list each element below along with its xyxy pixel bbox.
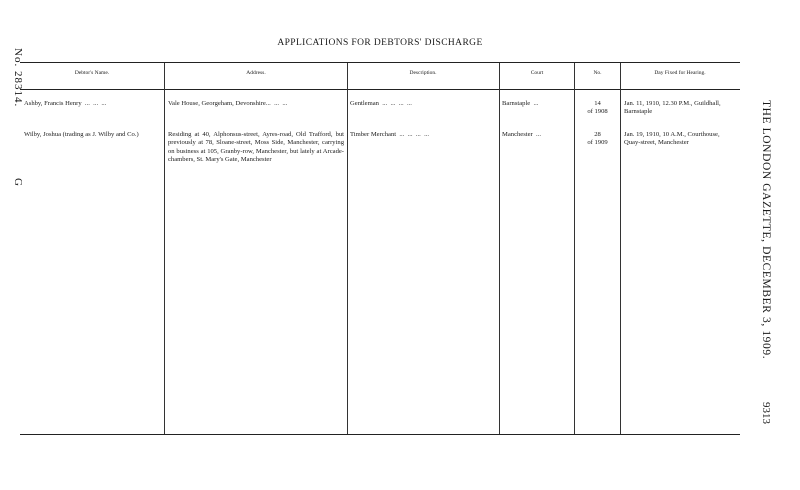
- debtor-court: Barnstaple ...: [502, 100, 539, 107]
- case-number: 28: [594, 131, 601, 138]
- case-year: of 1909: [587, 139, 608, 146]
- column-header-address: Address.: [246, 70, 266, 76]
- hearing-date: Jan. 19, 1910, 10 A.M., Courthouse, Quay-street, Manchester: [624, 131, 720, 147]
- hearing-date: Jan. 11, 1910, 12.30 P.M., Guildhall, Barnstaple: [624, 100, 721, 116]
- left-margin-signature: G: [12, 178, 24, 186]
- debtor-address: Vale House, Georgeham, Devonshire... ... ...: [168, 100, 288, 107]
- column-header-hearing: Day Fixed for Hearing.: [654, 70, 706, 76]
- case-year: of 1908: [587, 108, 608, 115]
- column-divider: [574, 63, 575, 434]
- header-bottom-rule: [20, 89, 740, 90]
- left-margin-number: No. 28314.: [12, 48, 24, 108]
- debtor-description: Gentleman ... ... ... ...: [350, 100, 412, 107]
- debtor-name: Wilby, Joshua (trading as J. Wilby and Co.): [24, 131, 139, 138]
- page-number: 9313: [760, 402, 772, 424]
- debtor-name: Ashby, Francis Henry ... ... ...: [24, 100, 107, 107]
- case-number: 14: [594, 100, 601, 107]
- table-bottom-rule: [20, 434, 740, 435]
- table-top-rule: [20, 62, 740, 63]
- column-header-court: Court: [530, 70, 544, 76]
- debtor-description: Timber Merchant ... ... ... ...: [350, 131, 430, 138]
- running-title: THE LONDON GAZETTE, DECEMBER 3, 1909.: [760, 100, 772, 360]
- column-divider: [499, 63, 500, 434]
- page-title: APPLICATIONS FOR DEBTORS' DISCHARGE: [277, 38, 483, 48]
- column-divider: [620, 63, 621, 434]
- column-divider: [347, 63, 348, 434]
- debtor-court: Manchester ...: [502, 131, 541, 138]
- debtor-address: Residing at 40, Alphonsus-street, Ayres-road, Old Trafford, but previously at 78, Sloane-street, Moss Side, Manchester, carrying on business at 105, Granby-row, Manchester, but lately at Arcade-chambers, St. Mary's Gate, Manchester: [168, 131, 344, 163]
- column-header-number: No.: [593, 70, 602, 76]
- column-header-name: Debtor's Name.: [74, 70, 110, 76]
- column-header-description: Description.: [409, 70, 437, 76]
- column-divider: [164, 63, 165, 434]
